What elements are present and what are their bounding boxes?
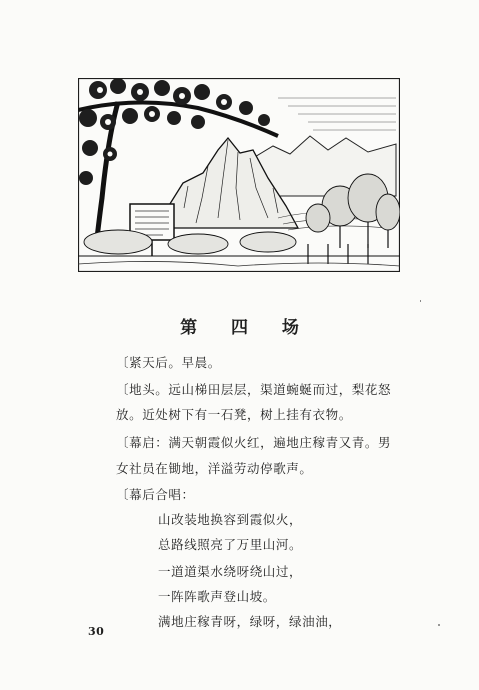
- print-speck: [420, 300, 421, 302]
- song-lyric-line: 一阵阵歌声登山坡。: [158, 589, 276, 604]
- song-lyric-line: 一道道渠水绕呀绕山过，: [158, 564, 303, 579]
- stage-direction-line: 女社员在锄地，洋溢劳动停歌声。: [116, 461, 313, 476]
- song-lyric-line: 总路线照亮了万里山河。: [158, 537, 303, 552]
- stage-direction-line: 〔紧天后。早晨。: [116, 355, 221, 370]
- song-lyric-line: 山改装地换容到霞似火，: [158, 512, 303, 527]
- stage-direction-line: 〔地头。远山梯田层层，渠道蜿蜒而过，梨花怒: [116, 382, 392, 397]
- stage-direction-line: 〔幕启：满天朝霞似火红，遍地庄稼青又青。男: [116, 435, 392, 450]
- page-number: 30: [88, 625, 105, 638]
- print-speck: [438, 624, 440, 626]
- song-lyric-line: 满地庄稼青呀，绿呀，绿油油，: [158, 614, 342, 629]
- stage-direction-line: 〔幕后合唱：: [116, 487, 195, 502]
- scene-title: 第 四 场: [180, 318, 313, 338]
- stage-direction-line: 放。近处树下有一石凳，树上挂有衣物。: [116, 407, 352, 422]
- woodcut-illustration: [78, 78, 400, 272]
